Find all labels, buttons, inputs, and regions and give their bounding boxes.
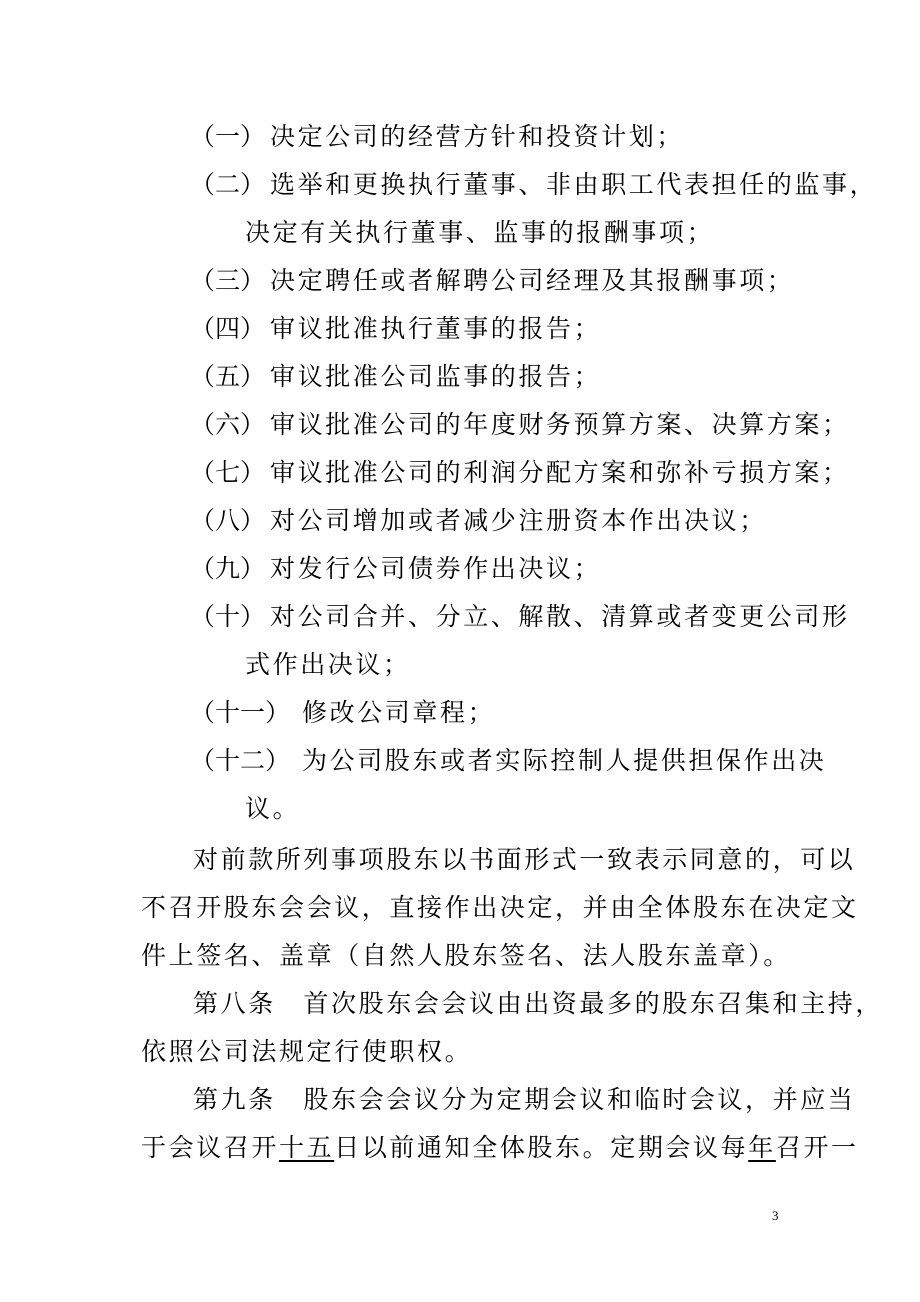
text-run: 召开一 <box>775 1133 859 1162</box>
list-item-4-number: （四） <box>190 314 266 343</box>
text-run: 于会议召开 <box>141 1133 280 1162</box>
article-8-line: 第八条 首次股东会会议由出资最多的股东召集和主持， <box>193 989 884 1018</box>
list-item-10-text: 对公司合并、分立、解散、清算或者变更公司形 <box>270 602 850 631</box>
paragraph-line: 不召开股东会会议，直接作出决定，并由全体股东在决定文 <box>141 893 859 922</box>
list-item-8-number: （八） <box>190 506 266 535</box>
list-item-10-number: （十） <box>190 602 266 631</box>
list-item-12-number: （十二） <box>190 746 291 775</box>
list-item-2-number: （二） <box>190 170 266 199</box>
list-item-5-number: （五） <box>190 362 266 391</box>
page-number: 3 <box>772 1208 779 1223</box>
list-item-9-number: （九） <box>190 554 266 583</box>
paragraph-line: 对前款所列事项股东以书面形式一致表示同意的，可以 <box>193 845 856 874</box>
underlined-days: 十五 <box>279 1133 335 1162</box>
list-item-3-text: 决定聘任或者解聘公司经理及其报酬事项； <box>270 266 795 295</box>
list-item-3-number: （三） <box>190 266 266 295</box>
underlined-year: 年 <box>748 1133 776 1162</box>
list-item-12-continuation: 议。 <box>245 794 301 823</box>
list-item-2-text: 选举和更换执行董事、非由职工代表担任的监事， <box>270 170 878 199</box>
article-8-line: 依照公司法规定行使职权。 <box>141 1037 473 1066</box>
list-item-8-text: 对公司增加或者减少注册资本作出决议； <box>270 506 767 535</box>
list-item-12-text: 为公司股东或者实际控制人提供担保作出决 <box>302 746 827 775</box>
list-item-7-text: 审议批准公司的利润分配方案和弥补亏损方案； <box>270 458 850 487</box>
list-item-9-text: 对发行公司债券作出决议； <box>270 554 602 583</box>
list-item-6-text: 审议批准公司的年度财务预算方案、决算方案； <box>270 410 850 439</box>
list-item-10-continuation: 式作出决议； <box>245 650 411 679</box>
paragraph-line: 件上签名、盖章（自然人股东签名、法人股东盖章）。 <box>141 941 791 970</box>
list-item-4-text: 审议批准执行董事的报告； <box>270 314 602 343</box>
list-item-7-number: （七） <box>190 458 266 487</box>
text-run: 日以前通知全体股东。定期会议每 <box>334 1133 749 1162</box>
list-item-1-text: 决定公司的经营方针和投资计划； <box>270 122 685 151</box>
list-item-1-number: （一） <box>190 122 266 151</box>
article-9-line: 第九条 股东会会议分为定期会议和临时会议，并应当 <box>193 1085 856 1114</box>
list-item-6-number: （六） <box>190 410 266 439</box>
article-9-line <box>141 1132 859 1164</box>
list-item-11-number: （十一） <box>190 698 291 727</box>
list-item-11-text: 修改公司章程； <box>302 698 496 727</box>
list-item-5-text: 审议批准公司监事的报告； <box>270 362 602 391</box>
list-item-2-continuation: 决定有关执行董事、监事的报酬事项； <box>245 218 715 247</box>
